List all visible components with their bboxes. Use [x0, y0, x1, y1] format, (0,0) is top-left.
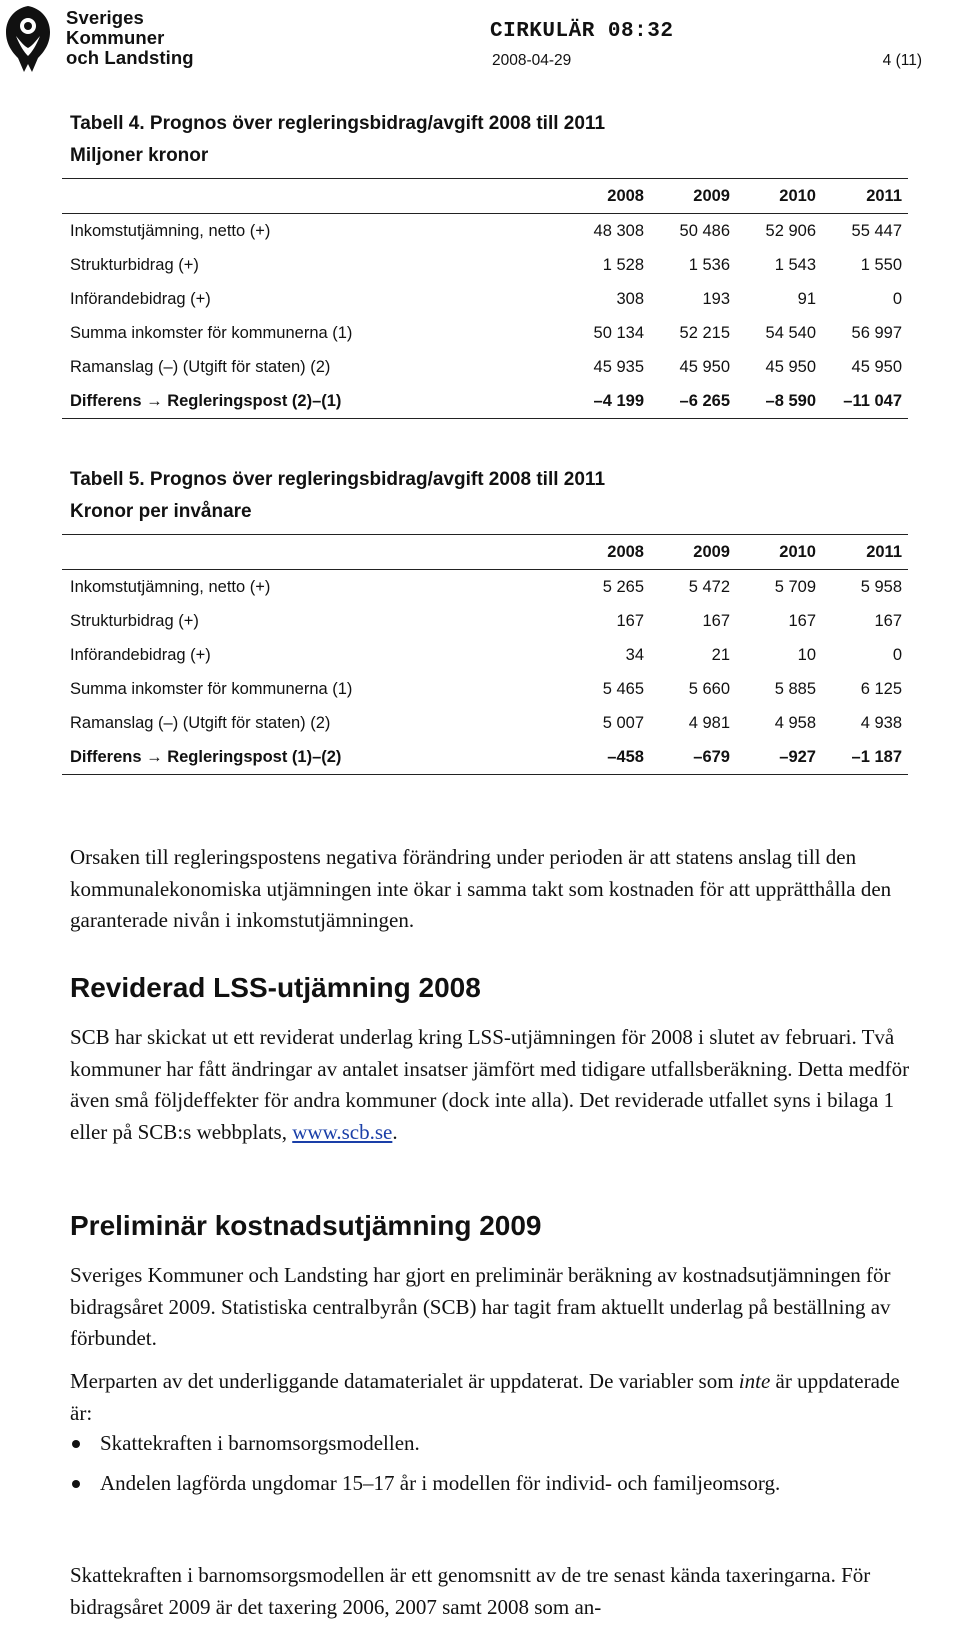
- year-header: 2010: [779, 542, 816, 561]
- cell-value: 6 125: [860, 679, 902, 698]
- cell-value: –458: [607, 747, 644, 766]
- arrow-right-icon: →: [146, 747, 163, 766]
- cell-value: 45 935: [593, 357, 644, 376]
- arrow-right-icon: →: [146, 391, 163, 410]
- para2-emphasis: inte: [738, 1369, 771, 1393]
- cell-value: 0: [892, 645, 902, 664]
- cell-value: –679: [693, 747, 730, 766]
- cell-value: 50 134: [593, 323, 644, 342]
- row-label: Ramanslag (–) (Utgift för staten) (2): [70, 713, 331, 732]
- cell-value: 4 938: [860, 713, 902, 732]
- cell-value: 167: [788, 611, 816, 630]
- cell-value: –11 047: [843, 391, 902, 410]
- cell-value: 5 885: [774, 679, 816, 698]
- list-item-text: Andelen lagförda ungdomar 15–17 år i modellen för individ- och familjeomsorg.: [100, 1470, 781, 1495]
- table-row: [62, 604, 908, 638]
- cell-value: –927: [779, 747, 816, 766]
- row-label: Införandebidrag (+): [70, 289, 211, 308]
- paragraph-orsaken: Orsaken till regleringspostens negativa förändring under perioden är att statens anslag till den kommunalekonomiska utjämningen inte ökar i samma takt som kostnaden för att upprätthålla den garanterade nivån i inkomstutjämningen.: [70, 845, 892, 932]
- paragraph-kostnad-3: Skattekraften i barnomsorgsmodellen är ett genomsnitt av de tre senast kända taxeringarna. För bidragsåret 2009 är det taxering 2006, 2007 samt 2008 som an-: [70, 1563, 871, 1619]
- logo-line: och Landsting: [66, 47, 194, 68]
- cell-value: 167: [702, 611, 730, 630]
- cell-value: 5 265: [602, 577, 644, 596]
- cell-value: 52 215: [679, 323, 730, 342]
- cell-value: 167: [616, 611, 644, 630]
- logo-wordmark: [66, 8, 194, 68]
- cell-value: 193: [702, 289, 730, 308]
- cell-value: 52 906: [765, 221, 816, 240]
- row-label: Införandebidrag (+): [70, 645, 211, 664]
- table-row: [62, 316, 908, 350]
- cell-value: 54 540: [765, 323, 816, 342]
- table-row: [62, 570, 908, 605]
- table-total-row: [62, 384, 908, 419]
- cell-value: 5 709: [774, 577, 816, 596]
- cell-value: 21: [711, 645, 730, 664]
- variable-list: [70, 1428, 910, 1507]
- skl-logo-icon: [2, 2, 54, 74]
- row-label: Strukturbidrag (+): [70, 611, 199, 630]
- para2-text-b: är uppdaterade är:: [70, 1369, 900, 1425]
- paragraph-kostnad-2: [70, 1366, 910, 1429]
- logo-line: Kommuner: [66, 27, 165, 48]
- cell-value: 1 536: [688, 255, 730, 274]
- table-row: [62, 706, 908, 740]
- table-row: [62, 214, 908, 249]
- row-label: Inkomstutjämning, netto (+): [70, 221, 271, 240]
- cell-value: –1 187: [851, 747, 902, 766]
- regleringspost-label: Regleringspost (1)–(2): [167, 747, 342, 766]
- table-row: [62, 282, 908, 316]
- cell-value: 1 543: [774, 255, 816, 274]
- list-item: [70, 1468, 910, 1500]
- paragraph-lss: [70, 1022, 910, 1148]
- cell-value: 0: [892, 289, 902, 308]
- cell-value: –6 265: [679, 391, 730, 410]
- header-label-cell: [62, 179, 564, 214]
- list-item-text: Skattekraften i barnomsorgsmodellen.: [100, 1431, 420, 1455]
- row-label: Summa inkomster för kommunerna (1): [70, 323, 353, 342]
- circular-date: 2008-04-29: [492, 52, 572, 69]
- table4-title: Tabell 4. Prognos över regleringsbidrag/avgift 2008 till 2011: [70, 113, 606, 134]
- year-header: 2011: [866, 542, 902, 561]
- cell-value: 4 981: [688, 713, 730, 732]
- year-header: 2008: [607, 542, 644, 561]
- table5-caption: [70, 464, 605, 528]
- cell-value: 5 465: [602, 679, 644, 698]
- circular-title: CIRKULÄR 08:32: [490, 20, 674, 43]
- cell-value: 10: [797, 645, 816, 664]
- logo-line: Sveriges: [66, 7, 144, 28]
- table5-unit: Kronor per invånare: [70, 501, 252, 522]
- year-header: 2008: [607, 186, 644, 205]
- cell-value: 55 447: [851, 221, 902, 240]
- cell-value: 5 007: [602, 713, 644, 732]
- table5-title: Tabell 5. Prognos över regleringsbidrag/avgift 2008 till 2011: [70, 469, 606, 490]
- table-row: [62, 350, 908, 384]
- table-total-row: [62, 740, 908, 775]
- cell-value: 34: [625, 645, 644, 664]
- cell-value: 167: [874, 611, 902, 630]
- list-item: [70, 1428, 910, 1460]
- year-header: 2010: [779, 186, 816, 205]
- cell-value: 1 550: [860, 255, 902, 274]
- cell-value: 45 950: [765, 357, 816, 376]
- table-header-row: [62, 179, 908, 214]
- year-header: 2009: [693, 186, 730, 205]
- table4-caption: [70, 108, 605, 172]
- page-header: [0, 0, 960, 90]
- cell-value: 5 660: [688, 679, 730, 698]
- row-label: Strukturbidrag (+): [70, 255, 199, 274]
- cell-value: 308: [616, 289, 644, 308]
- cell-value: 48 308: [593, 221, 644, 240]
- cell-value: 45 950: [851, 357, 902, 376]
- header-label-cell: [62, 535, 564, 570]
- paragraph-kostnad-1: Sveriges Kommuner och Landsting har gjort en preliminär beräkning av kostnadsutjämningen för bidragsåret 2009. Statistiska centralbyrån (SCB) har tagit fram aktuellt underlag på beställning av förbundet.: [70, 1263, 891, 1350]
- row-label: Ramanslag (–) (Utgift för staten) (2): [70, 357, 331, 376]
- cell-value: 5 958: [860, 577, 902, 596]
- cell-value: 1 528: [602, 255, 644, 274]
- para2-text-a: Merparten av det underliggande datamaterialet är uppdaterat. De variabler som: [70, 1369, 734, 1393]
- cell-value: 91: [797, 289, 816, 308]
- heading-lss: Reviderad LSS-utjämning 2008: [70, 972, 481, 1003]
- table-header-row: [62, 535, 908, 570]
- table5: [62, 534, 908, 775]
- lss-text: SCB har skickat ut ett reviderat underlag kring LSS-utjämningen för 2008 i slutet av februari. Två kommuner har fått ändringar av antalet insatser jämfört med tidigare utfallsberäkning. Detta medför även små följdeffekter för andra kommuner (dock inte alla). Det reviderade utfallet syns i bilaga 1 eller på SCB:s webbplats,: [70, 1025, 910, 1144]
- year-header: 2011: [866, 186, 902, 205]
- table-row: [62, 672, 908, 706]
- cell-value: 5 472: [688, 577, 730, 596]
- table4: [62, 178, 908, 419]
- cell-value: 4 958: [774, 713, 816, 732]
- heading-kostnadsutjamning: Preliminär kostnadsutjämning 2009: [70, 1210, 542, 1241]
- regleringspost-label: Regleringspost (2)–(1): [167, 391, 342, 410]
- cell-value: 50 486: [679, 221, 730, 240]
- cell-value: 45 950: [679, 357, 730, 376]
- bullet-icon: [72, 1480, 80, 1488]
- row-label: Inkomstutjämning, netto (+): [70, 577, 271, 596]
- row-label: [62, 384, 564, 419]
- cell-value: 56 997: [851, 323, 902, 342]
- differens-label: Differens: [70, 391, 142, 410]
- year-header: 2009: [693, 542, 730, 561]
- lss-after-link: .: [392, 1119, 398, 1144]
- table-row: [62, 248, 908, 282]
- row-label: Summa inkomster för kommunerna (1): [70, 679, 353, 698]
- cell-value: –4 199: [593, 391, 644, 410]
- cell-value: –8 590: [765, 391, 816, 410]
- table4-unit: Miljoner kronor: [70, 145, 209, 166]
- table-row: [62, 638, 908, 672]
- bullet-icon: [72, 1440, 80, 1448]
- page-number: 4 (11): [882, 52, 922, 69]
- scb-link[interactable]: www.scb.se: [292, 1119, 393, 1144]
- differens-label: Differens: [70, 747, 142, 766]
- row-label: [62, 740, 564, 775]
